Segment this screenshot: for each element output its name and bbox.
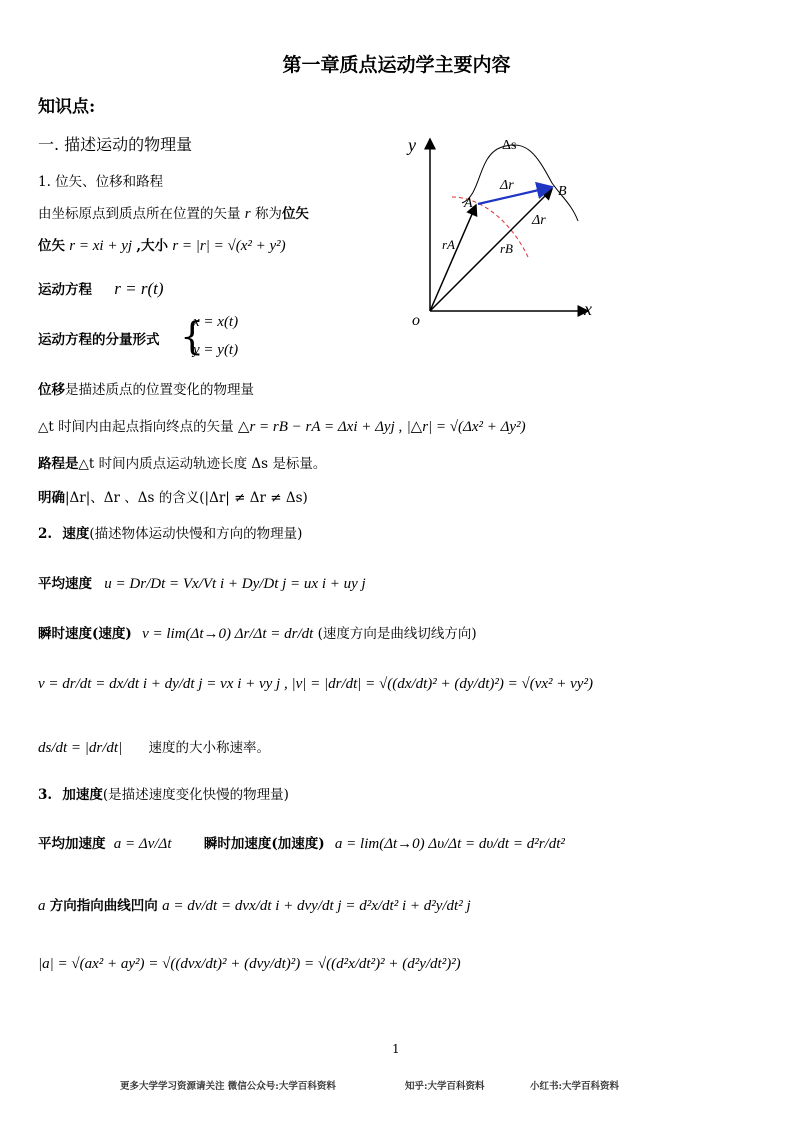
position-vector-formula: 位矢 r = xi + yj ,大小 r = |r| = √(x² + y²)	[38, 238, 286, 254]
delta-r-label: Δr	[532, 213, 546, 228]
vector-ra	[430, 205, 476, 311]
origin-label: o	[412, 312, 420, 325]
average-and-instant-acceleration: 平均加速度 a = Δv/Δt 瞬时加速度(加速度) a = lim(Δt→0) Δυ/Δt = dυ/dt = d²r/dt²	[38, 836, 565, 852]
displacement-definition: 位移是描述质点的位置变化的物理量	[38, 382, 254, 398]
path-length-definition: 路程是△t 时间内质点运动轨迹长度 Δs 是标量。	[38, 456, 327, 472]
component-y: y = y(t)	[193, 342, 239, 358]
footer-zhihu: 知乎:大学百科资料	[405, 1081, 485, 1092]
acceleration-magnitude: |a| = √(ax² + ay²) = √((dvx/dt)² + (dvy/dt)²) = √((d²x/dt²)² + (d²y/dt²)²)	[38, 956, 461, 972]
velocity-heading: 2. 速度(描述物体运动快慢和方向的物理量)	[38, 526, 303, 542]
component-x: x = x(t)	[193, 314, 239, 330]
section-heading-1: 一. 描述运动的物理量	[38, 135, 193, 154]
average-velocity: 平均速度 u = Dr/Dt = Vx/Vt i + Dy/Dt j = ux i + uy j	[38, 576, 366, 592]
acceleration-heading: 3. 加速度(是描述速度变化快慢的物理量)	[38, 787, 289, 803]
footer-wechat: 更多大学学习资源请关注 微信公众号:大学百科资料	[120, 1081, 336, 1092]
ra-label: rA	[442, 237, 455, 252]
instantaneous-velocity: 瞬时速度(速度) v = lim(Δt→0) Δr/Δt = dr/dt (速度方向是曲线切线方向)	[38, 626, 477, 642]
left-brace: {	[180, 314, 205, 358]
motion-equation: 运动方程 r = r(t)	[38, 279, 164, 298]
rb-label: rB	[500, 241, 513, 256]
footer-xiaohongshu: 小红书:大学百科资料	[530, 1081, 620, 1092]
velocity-components: v = dr/dt = dx/dt i + dy/dt j = vx i + vy j , |v| = |dr/dt| = √((dx/dt)² + (dy/dt)²) = √(vx² + vy²)	[38, 676, 593, 692]
point-a-label: A	[464, 196, 473, 211]
point-b-label: B	[558, 184, 567, 199]
position-vector-definition: 由坐标原点到质点所在位置的矢量 r 称为位矢	[38, 206, 309, 222]
y-axis-label: y	[408, 135, 416, 155]
motion-equation-components-label: 运动方程的分量形式	[38, 332, 160, 348]
subsection-1: 1. 位矢、位移和路程	[38, 174, 164, 190]
speed-formula: ds/dt = |dr/dt| 速度的大小称速率。	[38, 740, 271, 756]
x-axis-label: x	[584, 299, 592, 319]
trajectory-curve	[462, 145, 578, 221]
acceleration-direction: a 方向指向曲线凹向 a = dv/dt = dvx/dt i + dvy/dt j = d²x/dt² i + d²y/dt² j	[38, 898, 471, 914]
page-title: 第一章质点运动学主要内容	[282, 54, 511, 76]
clarification: 明确|Δr|、Δr 、Δs 的含义(|Δr| ≠ Δr ≠ Δs)	[38, 490, 308, 506]
delta-s-label: Δs	[502, 138, 517, 153]
displacement-formula: △t 时间内由起点指向终点的矢量 △r = rB − rA = Δxi + Δyj , |△r| = √(Δx² + Δy²)	[38, 419, 526, 435]
delta-r-vector-label: Δr	[500, 178, 514, 193]
knowledge-heading: 知识点:	[38, 97, 96, 117]
vector-delta-r	[478, 187, 552, 204]
page-number: 1	[392, 1042, 400, 1056]
displacement-diagram	[402, 125, 602, 325]
